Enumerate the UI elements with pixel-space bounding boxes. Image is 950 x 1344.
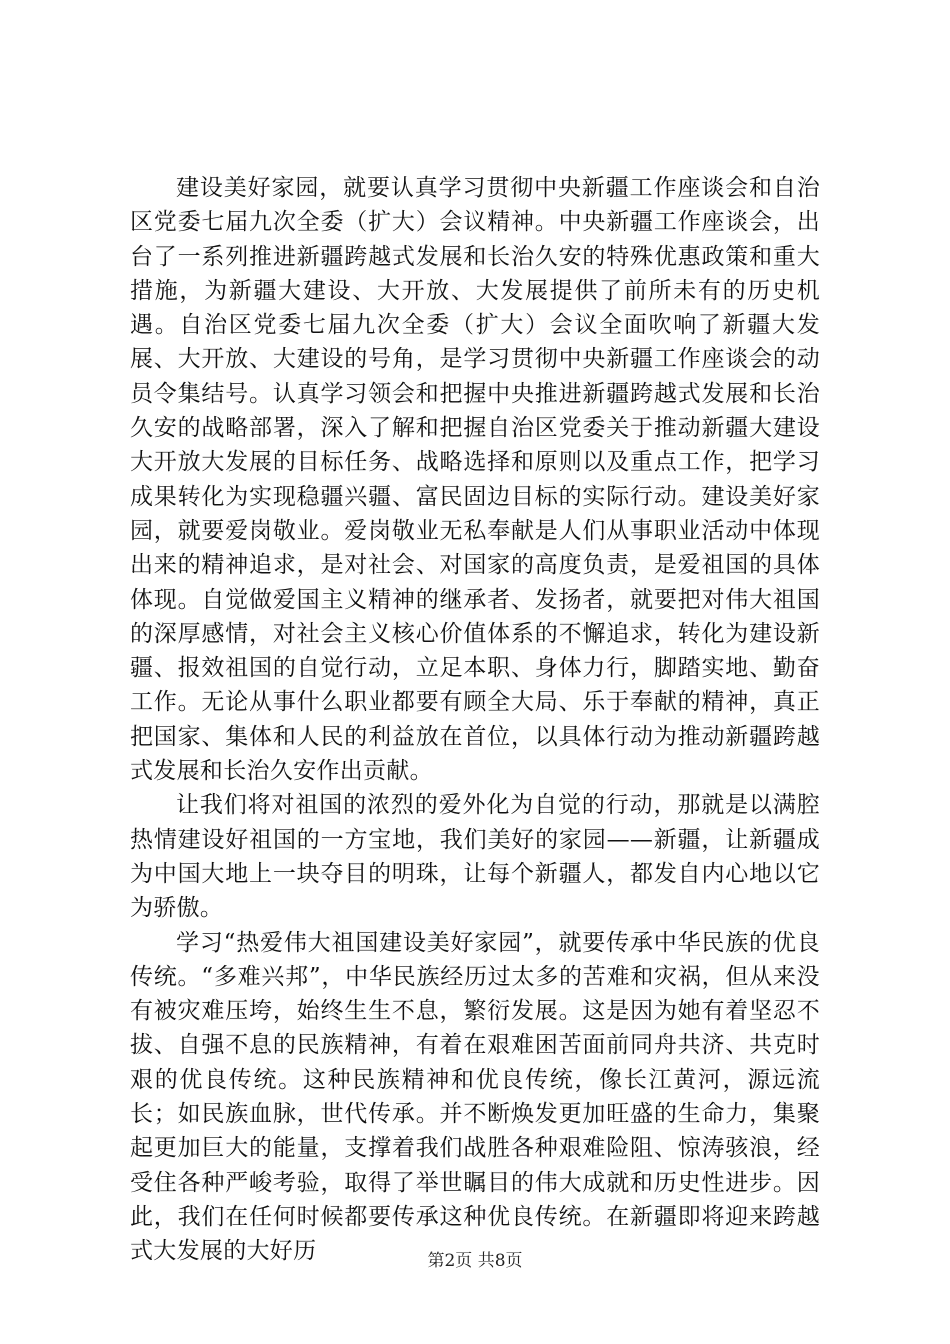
paragraph-1: 建设美好家园，就要认真学习贯彻中央新疆工作座谈会和自治区党委七届九次全委（扩大）会议精神。中央新疆工作座谈会，出台了一系列推进新疆跨越式发展和长治久安的特殊优惠政策和重大措施，为新疆大建设、大开放、大发展提供了前所未有的历史机遇。自治区党委七届九次全委（扩大）会议全面吹响了新疆大发展、大开放、大建设的号角，是学习贯彻中央新疆工作座谈会的动员令集结号。认真学习领会和把握中央推进新疆跨越式发展和长治久安的战略部署，深入了解和把握自治区党委关于推动新疆大建设大开放大发展的目标任务、战略选择和原则以及重点工作，把学习成果转化为实现稳疆兴疆、富民固边目标的实际行动。建设美好家园，就要爱岗敬业。爱岗敬业无私奉献是人们从事职业活动中体现出来的精神追求，是对社会、对国家的高度负责，是爱祖国的具体体现。自觉做爱国主义精神的继承者、发扬者，就要把对伟大祖国的深厚感情，对社会主义核心价值体系的不懈追求，转化为建设新疆、报效祖国的自觉行动，立足本职、身体力行，脚踏实地、勤奋工作。无论从事什么职业都要有顾全大局、乐于奉献的精神，真正把国家、集体和人民的利益放在首位，以具体行动为推动新疆跨越式发展和长治久安作出贡献。 xyxy=(130,175,820,785)
paragraph-2: 让我们将对祖国的浓烈的爱外化为自觉的行动，那就是以满腔热情建设好祖国的一方宝地，我们美好的家园——新疆，让新疆成为中国大地上一块夺目的明珠，让每个新疆人，都发自内心地以它为骄傲。 xyxy=(130,792,820,922)
paragraph-3: 学习“热爱伟大祖国建设美好家园”，就要传承中华民族的优良传统。“多难兴邦”，中华民族经历过太多的苦难和灾祸，但从来没有被灾难压垮，始终生生不息，繁衍发展。这是因为她有着坚忍不拔、自强不息的民族精神，有着在艰难困苦面前同舟共济、共克时艰的优良传统。这种民族精神和优良传统，像长江黄河，源远流长；如民族血脉，世代传承。并不断焕发更加旺盛的生命力，集聚起更加巨大的能量，支撑着我们战胜各种艰难险阻、惊涛骇浪，经受住各种严峻考验，取得了举世瞩目的伟大成就和历史性进步。因此，我们在任何时候都要传承这种优良传统。在新疆即将迎来跨越式大发展的大好历 xyxy=(130,929,820,1265)
page-footer xyxy=(0,1246,950,1271)
document-body xyxy=(130,171,820,1269)
page-number: 第2页 共8页 xyxy=(427,1251,523,1271)
